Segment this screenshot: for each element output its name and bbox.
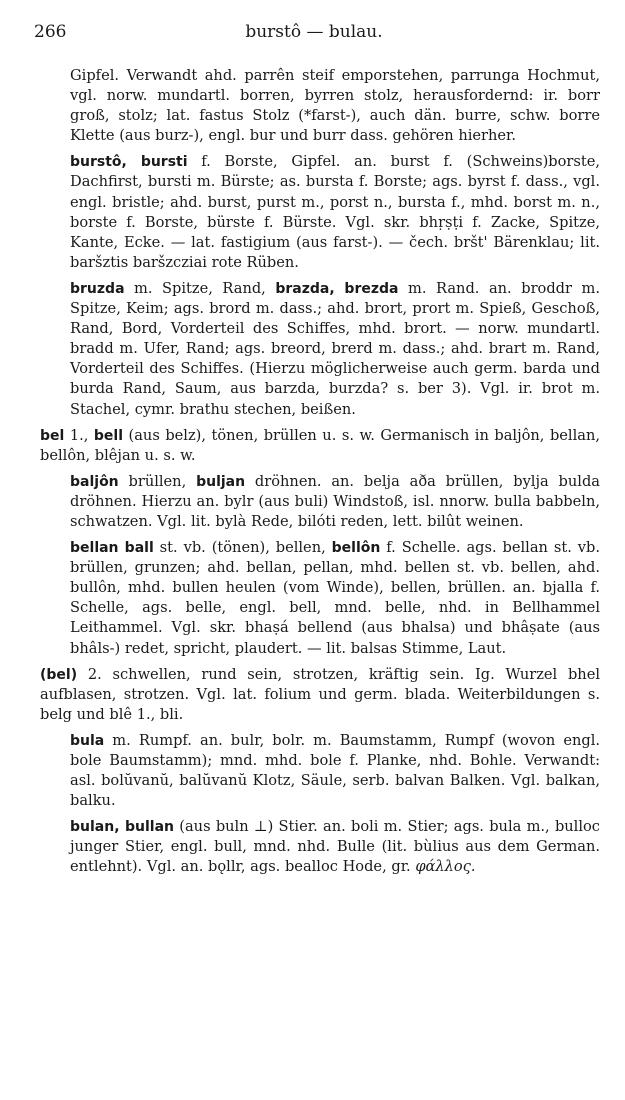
entry-text: f. Schelle. ags. bellan st. vb. brüllen, grunzen; ahd. bellan, pellan, mhd. bellen st. vb. bellen, ahd. bullôn, mhd. bullen heulen (vom Winde), bellen, brüllen. an. bjalla f. Schelle, ags. belle, engl. bell, mnd. belle, nhd. in Bellhammel Leithammel. Vgl. skr. bhaṣá bellend (aus bhalsa) und bhâṣate (aus bhâls-) redet, spricht, plaudert. — lit. balsas Stimme, Laut. — [70, 539, 600, 657]
entry-baljôn — [40, 472, 600, 532]
headword: bel — [40, 427, 65, 444]
entry-text: 1., — [64, 426, 94, 444]
headword: bula — [70, 732, 105, 749]
entry-bel-1 — [40, 426, 600, 466]
entry-bel-2 — [40, 665, 600, 725]
page-header — [34, 22, 594, 48]
headword: baljôn — [70, 473, 119, 490]
headword: bellôn — [331, 540, 381, 557]
dictionary-body — [40, 66, 600, 884]
entry-text: dröhnen. an. belja aða brüllen, bylja bulda dröhnen. Hierzu an. bylr (aus buli) Windstoß, isl. nnorw. bulla babbeln, schwatzen. Vgl. lit. bylà Rede, bilóti reden, lett. bilût weinen. — [70, 472, 600, 530]
running-title: burstô — bulau. — [245, 22, 383, 42]
entry-text: Gipfel. Verwandt ahd. parrên steif emporstehen, parrunga Hochmut, vgl. norw. mundartl. borren, byrren stolz, herausfordernd: ir. borr groß, stolz; lat. fastus Stolz (*farst-), auch dän. burre, schw. borre Klette (aus burz-), engl. bur und burr dass. gehören hierher. — [70, 67, 600, 145]
page-number: 266 — [34, 22, 67, 42]
headword: bell — [93, 427, 124, 444]
headword: burstô, bursti — [70, 154, 188, 171]
entry-burstô — [40, 152, 600, 273]
greek-word: φάλλος. — [415, 858, 476, 876]
entry-text: brüllen, — [118, 472, 197, 490]
entry-continuation — [40, 66, 600, 146]
entry-text: m. Spitze, Rand, — [124, 279, 276, 297]
headword: bulan, bullan — [70, 819, 175, 836]
entry-text: m. Rand. an. broddr m. Spitze, Keim; ags. brord m. dass.; ahd. brort, prort m. Spieß, Geschoß, Rand, Bord, Vorderteil des Schiffes, mhd. brort. — norw. mundartl. bradd m. Ufer, Rand; ags. breord, brerd m. dass.; ahd. brart m. Rand, Vorderteil des Schiffes. (Hierzu möglicherweise auch germ. barda und burda Rand, Saum, aus barzda, burzda? s. ber 3). Vgl. ir. brot m. Stachel, cymr. brathu stechen, beißen. — [70, 279, 600, 418]
headword: buljan — [196, 473, 246, 490]
headword: bellan ball — [70, 540, 154, 557]
entry-text: (aus belz), tönen, brüllen u. s. w. Germanisch in baljôn, bellan, bellôn, blêjan u. s. w. — [40, 426, 600, 464]
entry-text: (aus buln ⊥) Stier. an. boli m. Stier; ags. bula m., bulloc junger Stier, engl. bull, mnd. nhd. Bulle (lit. bùlius aus dem German. entlehnt). Vgl. an. bǫllr, ags. bealloc Hode, gr. — [70, 818, 600, 876]
entry-text: f. Borste, Gipfel. an. burst f. (Schweins)borste, Dachfirst, bursti m. Bürste; as. bursta f. Borste; ags. byrst f. dass., vgl. engl. bristle; ahd. burst, purst m., porst n., bursta f., mhd. borst m. n., borste f. Borste, bürste f. Bürste. Vgl. skr. bhṛṣṭi f. Zacke, Spitze, Kante, Ecke. — lat. fastigium (aus farst-). — čech. bršt' Bärenklau; lit. baršztis baršzcziai rote Rüben. — [70, 153, 601, 271]
headword: (bel) — [40, 666, 78, 683]
entry-bellan — [40, 538, 600, 659]
entry-text: m. Rumpf. an. bulr, bolr. m. Baumstamm, Rumpf (wovon engl. bole Baumstamm); mnd. mhd. bole f. Planke, nhd. Bohle. Verwandt: asl. bolŭvanŭ, balŭvanŭ Klotz, Säule, serb. balvan Balken. Vgl. balkan, balku. — [70, 731, 600, 810]
headword: brazda, brezda — [275, 280, 399, 297]
entry-text: 2. schwellen, rund sein, strotzen, kräftig sein. Ig. Wurzel bhel aufblasen, strotzen. Vgl. lat. folium und germ. blada. Weiterbildungen s. belg und blê 1., bli. — [40, 665, 600, 723]
entry-bruzda — [40, 279, 600, 420]
entry-bula — [40, 731, 600, 811]
entry-text: st. vb. (tönen), bellen, — [153, 539, 332, 557]
entry-bulan — [40, 817, 600, 877]
headword: bruzda — [70, 280, 125, 297]
